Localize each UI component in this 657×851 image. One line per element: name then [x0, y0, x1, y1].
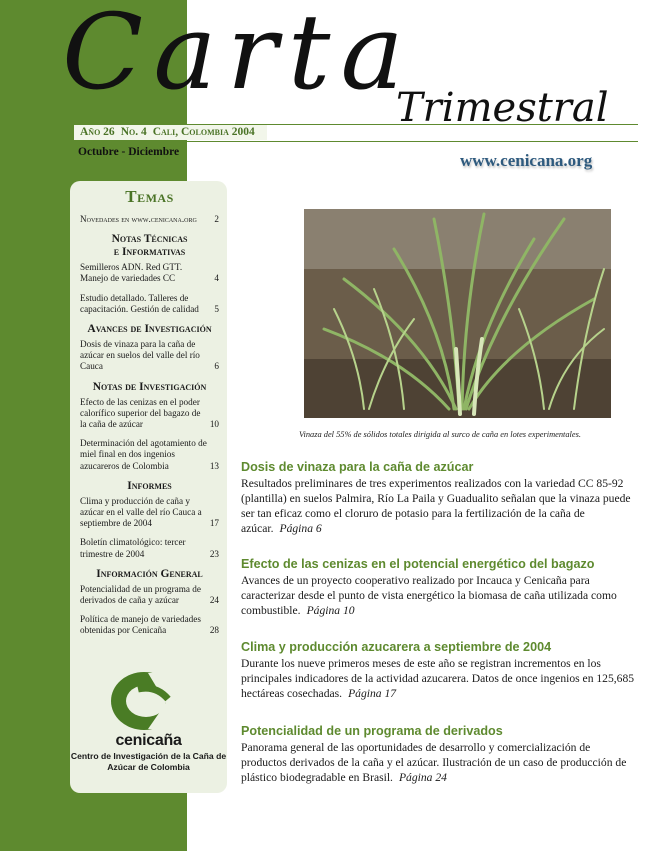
issue-year: Año 26: [80, 126, 115, 138]
website-link[interactable]: www.cenicana.org: [460, 151, 593, 170]
cenicana-logo-icon: [108, 669, 188, 733]
toc-item[interactable]: Semilleros ADN. Red GTT. Manejo de variedades CC 4: [80, 262, 219, 284]
toc-item[interactable]: Determinación del agotamiento de miel final en dos ingenios azucareros de Colombia 13: [80, 438, 219, 471]
article-title[interactable]: Efecto de las cenizas en el potencial energético del bagazo: [241, 557, 595, 571]
masthead-title: Carta: [62, 0, 414, 113]
issue-period: Octubre - Diciembre: [78, 146, 180, 158]
sugarcane-field-photo: [304, 209, 611, 418]
toc-item[interactable]: Clima y producción de caña y azúcar en el valle del río Cauca a septiembre de 2004 17: [80, 495, 219, 529]
toc-item[interactable]: Novedades en www.cenicana.org 2: [80, 214, 219, 224]
toc-section-heading: Notas Técnicas e Informativas: [111, 233, 188, 259]
article-page-ref[interactable]: Página 6: [279, 522, 322, 536]
toc-item[interactable]: Potencialidad de un programa de derivados de caña y azúcar 24: [80, 583, 219, 606]
issue-place: Cali, Colombia 2004: [152, 126, 255, 138]
photo-caption: Vinaza del 55% de sólidos totales dirigida al surco de caña en lotes experimentales.: [299, 430, 581, 439]
article-title[interactable]: Potencialidad de un programa de derivados: [241, 724, 503, 738]
article-body: Avances de un proyecto cooperativo realizado por Incauca y Cenicaña para caracterizar desde el punto de vista energético la biomasa de caña utilizada como combustible.: [241, 574, 617, 618]
toc-item[interactable]: Estudio detallado. Talleres de capacitación. Gestión de calidad 5: [80, 292, 219, 314]
issue-number: No. 4: [120, 126, 147, 138]
article: [241, 557, 636, 618]
toc-item[interactable]: Dosis de vinaza para la caña de azúcar en suelos del valle del río Cauca 6: [80, 339, 219, 372]
article-body: Durante los nueve primeros meses de este año se registran incrementos en los principales indicadores de la actividad azucarera. Datos de once ingenios en 125,685 hectáreas cosechadas.: [241, 657, 635, 701]
toc-section-heading: Información General: [96, 567, 203, 580]
toc-title: Temas: [125, 187, 174, 206]
article-body: Panorama general de las oportunidades de desarrollo y comercialización de productos derivados de la caña y el azúcar. Ilustración de un caso de producción de plástico biodegradable en Brasil.: [241, 741, 627, 785]
article-title[interactable]: Clima y producción azucarera a septiembre de 2004: [241, 640, 552, 654]
article-page-ref[interactable]: Página 17: [348, 687, 397, 701]
toc-section-heading: Informes: [127, 479, 172, 492]
toc-item[interactable]: Efecto de las cenizas en el poder calorífico superior del bagazo de la caña de azúcar 10: [80, 396, 219, 430]
toc-item[interactable]: Política de manejo de variedades obtenidas por Cenicaña 28: [80, 614, 219, 636]
article-page-ref[interactable]: Página 10: [306, 604, 355, 618]
toc-item[interactable]: Boletín climatológico: tercer trimestre de 2004 23: [80, 537, 219, 559]
issue-bar: [74, 124, 638, 142]
logo-subtitle: Centro de Investigación de la Caña de Azúcar de Colombia: [70, 751, 227, 772]
article: [241, 460, 636, 536]
article: [241, 724, 636, 785]
article-page-ref[interactable]: Página 24: [398, 771, 447, 785]
masthead-subtitle: Trimestral: [396, 85, 609, 131]
toc-section-heading: Notas de Investigación: [92, 380, 207, 393]
article-title[interactable]: Dosis de vinaza para la caña de azúcar: [241, 460, 474, 474]
article-body: Resultados preliminares de tres experimentos realizados con la variedad CC 85-92 (plantilla) en suelos Palmira, Río La Paila y Guadualito señalan que la vinaza puede ser tan eficaz como el cloruro de potasio para la fertilización de la caña de azúcar.: [241, 477, 631, 536]
issue-info: [74, 125, 267, 140]
article: [241, 640, 636, 701]
toc-section-heading: Avances de Investigación: [87, 323, 212, 336]
logo-wordmark: cenicaña: [115, 732, 182, 749]
